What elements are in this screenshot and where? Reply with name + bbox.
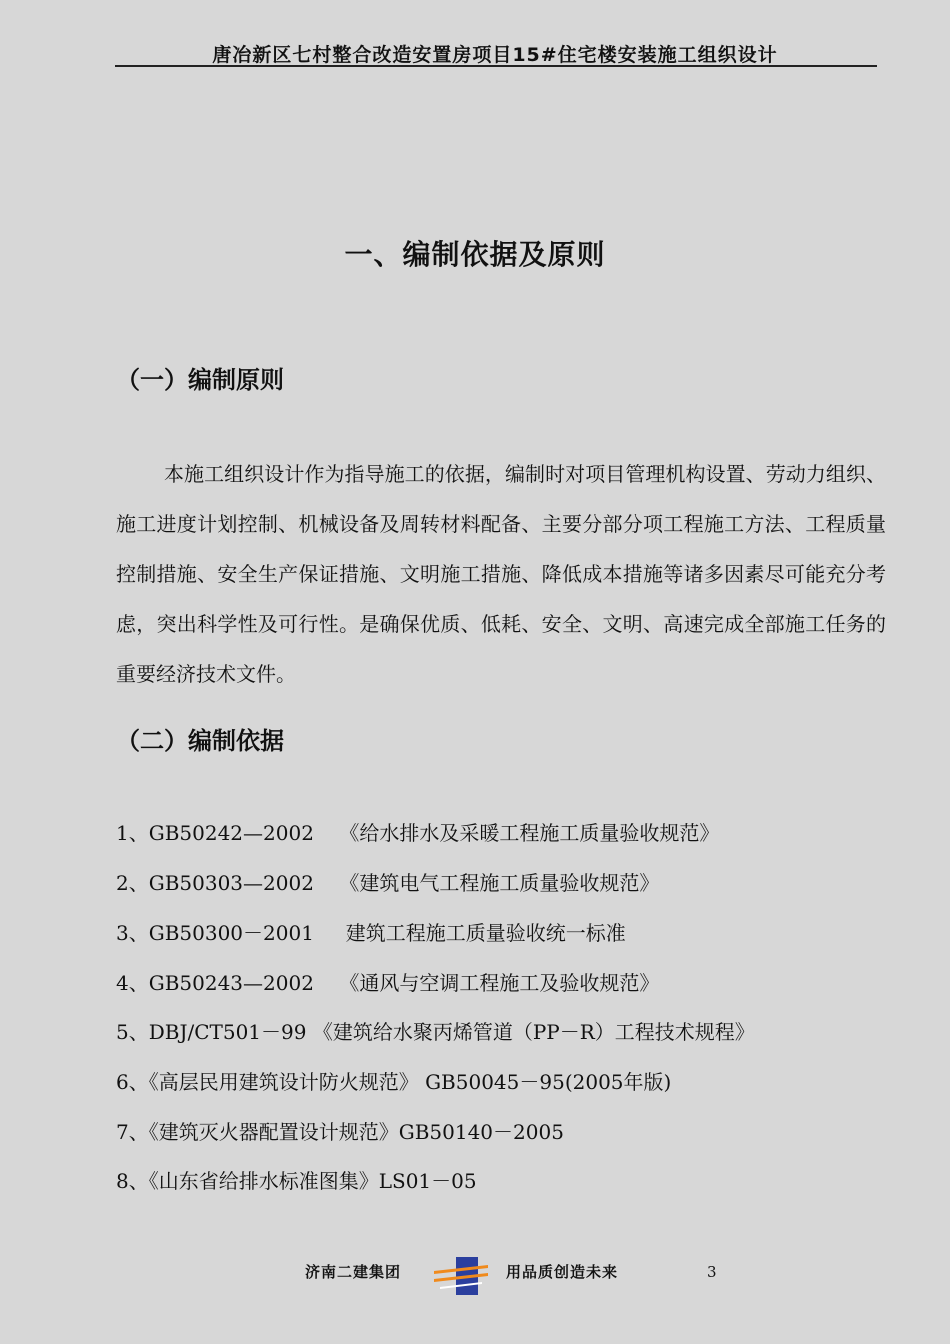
- chapter-title: 一、编制依据及原则: [344, 238, 606, 271]
- reference-item: 3、GB50300－2001 建筑工程施工质量验收统一标准: [116, 921, 626, 945]
- reference-item: 6、《高层民用建筑设计防火规范》 GB50045－95(2005年版): [116, 1070, 672, 1094]
- company-logo-icon: [432, 1255, 490, 1297]
- reference-item: 5、DBJ/CT501－99 《建筑给水聚丙烯管道（PP－R）工程技术规程》: [116, 1020, 755, 1044]
- footer-slogan: 用品质创造未来: [506, 1263, 619, 1281]
- reference-item: 4、GB50243—2002 《通风与空调工程施工及验收规范》: [116, 971, 660, 995]
- reference-item: 2、GB50303—2002 《建筑电气工程施工质量验收规范》: [116, 871, 660, 895]
- principles-paragraph: 本施工组织设计作为指导施工的依据，编制时对项目管理机构设置、劳动力组织、施工进度计划控制、机械设备及周转材料配备、主要分部分项工程施工方法、工程质量控制措施、安全生产保证措施、文明施工措施、降低成本措施等诸多因素尽可能充分考虑，突出科学性及可行性。是确保优质、低耗、安全、文明、高速完成全部施工任务的重要经济技术文件。: [116, 462, 886, 686]
- section-heading-principles: （一）编制原则: [116, 366, 284, 394]
- running-header-title: 唐冶新区七村整合改造安置房项目15#住宅楼安装施工组织设计: [212, 44, 778, 66]
- header-divider: [115, 65, 877, 67]
- page-number: 3: [707, 1263, 717, 1281]
- reference-item: 1、GB50242—2002 《给水排水及采暖工程施工质量验收规范》: [116, 821, 720, 845]
- section-heading-basis: （二）编制依据: [116, 727, 284, 755]
- footer-company-name: 济南二建集团: [305, 1263, 402, 1281]
- reference-item: 8、《山东省给排水标准图集》LS01－05: [116, 1169, 477, 1193]
- reference-item: 7、《建筑灭火器配置设计规范》GB50140－2005: [116, 1120, 564, 1144]
